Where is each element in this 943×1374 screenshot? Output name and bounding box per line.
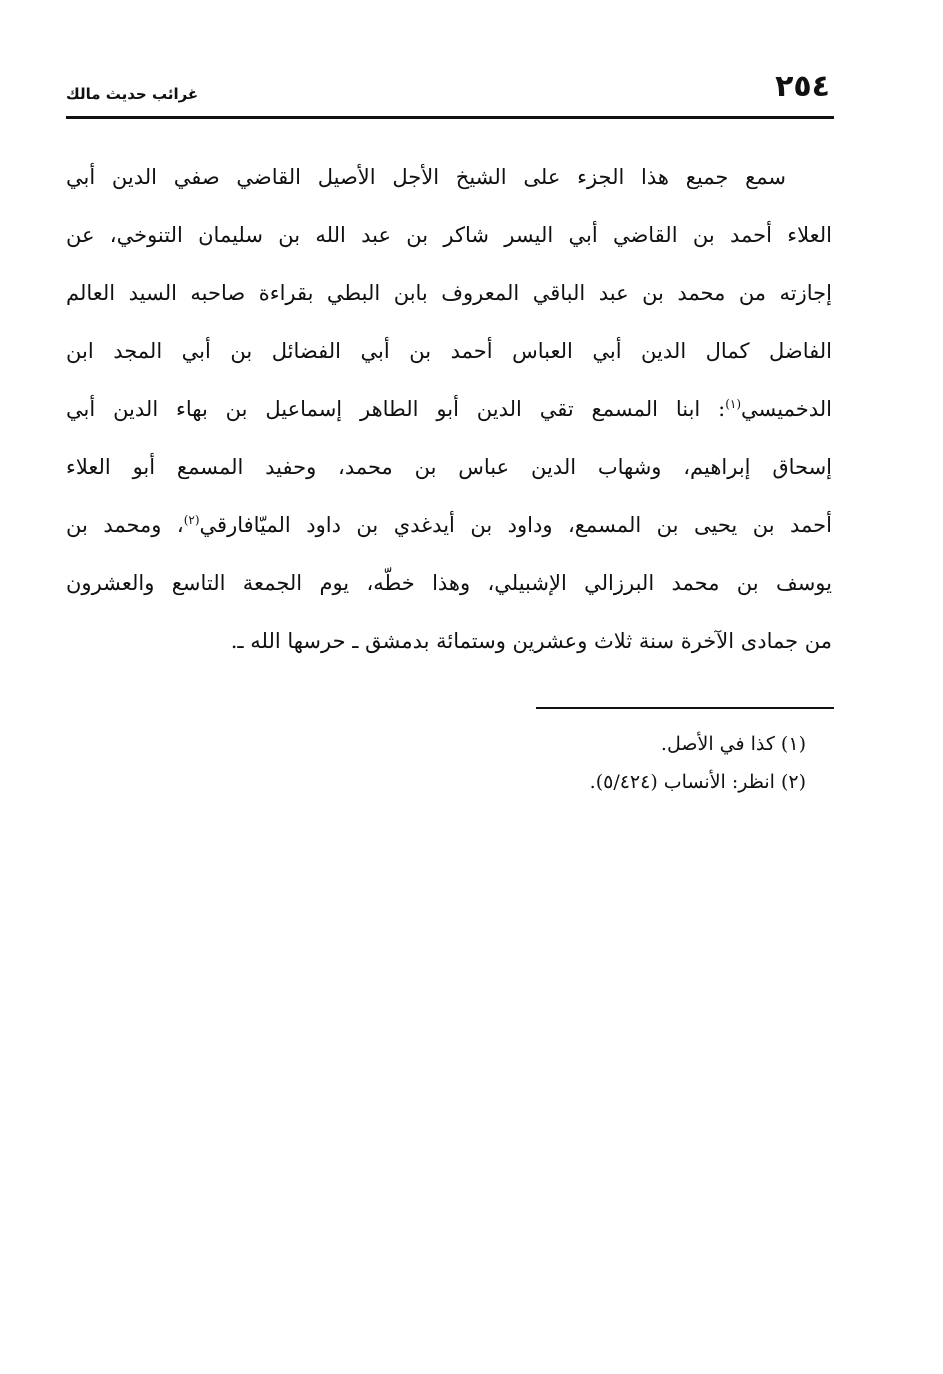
text-line xyxy=(66,380,832,438)
footnote-2: (٢) انظر: الأنساب (٥/٤٢٤). xyxy=(589,771,806,793)
text-line: سمع جميع هذا الجزء على الشيخ الأجل الأصيل القاضي صفي الدين أبي xyxy=(66,165,786,189)
text-segment: ، ومحمد بن xyxy=(66,513,184,537)
text-line: العلاء أحمد بن القاضي أبي اليسر شاكر بن عبد الله بن سليمان التنوخي، عن xyxy=(66,223,832,247)
text-line: إسحاق إبراهيم، وشهاب الدين عباس بن محمد، وحفيد المسمع أبو العلاء xyxy=(66,455,832,479)
text-segment: : ابنا المسمع تقي الدين أبو الطاهر إسماعيل بن بهاء الدين xyxy=(113,397,726,421)
text-segment: الدخميسي xyxy=(741,397,832,421)
footnote-separator xyxy=(536,707,834,709)
footnote-ref-2: (٢) xyxy=(183,513,200,527)
footnote-1: (١) كذا في الأصل. xyxy=(660,733,806,755)
main-text xyxy=(66,148,832,670)
page-header xyxy=(66,58,830,110)
text-line: إجازته من محمد بن عبد الباقي المعروف بابن البطي بقراءة صاحبه السيد العالم xyxy=(66,281,832,305)
text-line: الفاضل كمال الدين أبي العباس أحمد بن أبي الفضائل بن أبي المجد ابن xyxy=(66,339,832,363)
footnote-ref-1: (١) xyxy=(725,397,742,411)
text-line: من جمادى الآخرة سنة ثلاث وعشرين وستمائة بدمشق ـ حرسها الله ـ. xyxy=(230,629,832,653)
running-title: غرائب حديث مالك xyxy=(66,85,199,103)
header-rule xyxy=(66,116,834,119)
text-segment: أبي xyxy=(66,397,96,421)
text-line: يوسف بن محمد البرزالي الإشبيلي، وهذا خطّه، يوم الجمعة التاسع والعشرون xyxy=(66,571,832,595)
footnotes xyxy=(400,725,806,801)
text-segment: أحمد بن يحيى بن المسمع، وداود بن أيدغدي بن داود الميّافارقي xyxy=(199,513,832,537)
text-line xyxy=(66,496,832,554)
page-number: ٢٥٤ xyxy=(775,69,830,104)
